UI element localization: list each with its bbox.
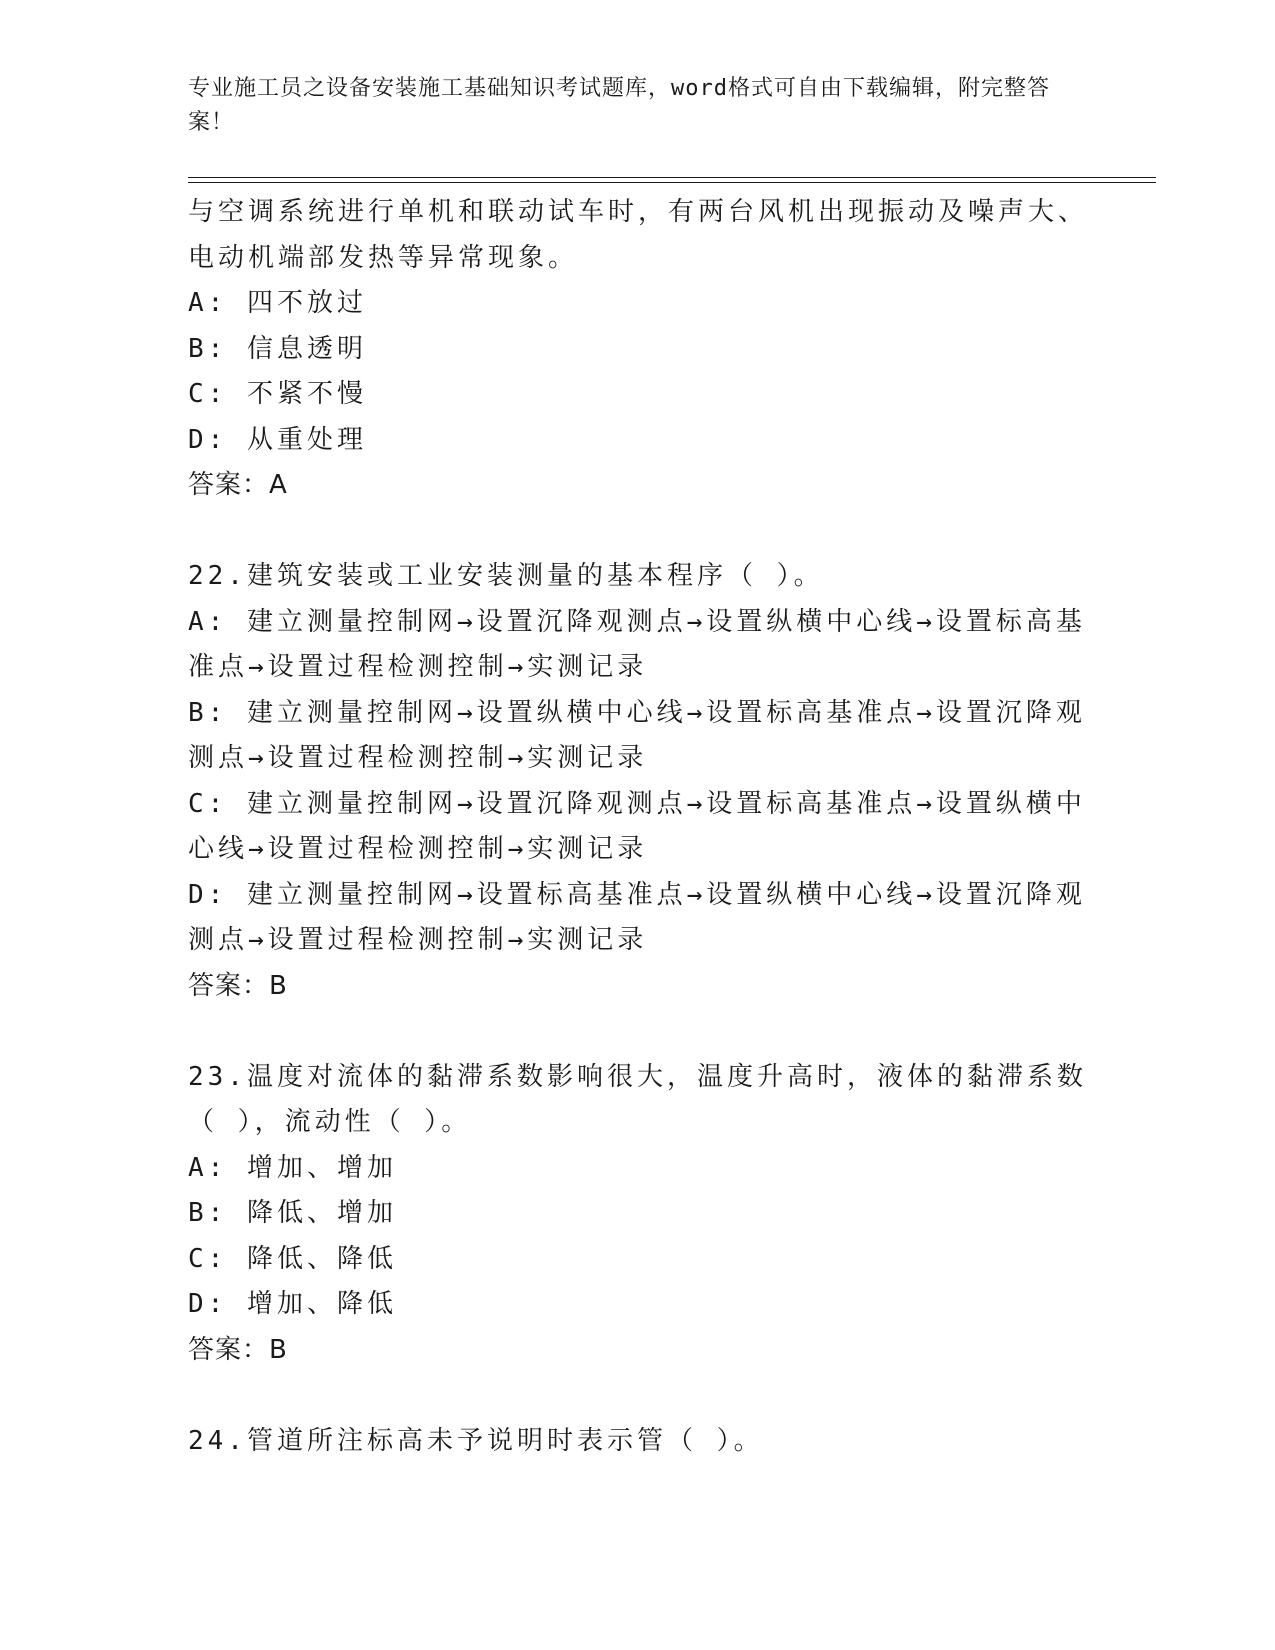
option-d: D: 从重处理: [188, 424, 367, 455]
question-text-line: 与空调系统进行单机和联动试车时，有两台风机出现振动及噪声大、: [188, 197, 1089, 227]
spacer: [188, 1373, 1088, 1419]
option-c: C: 不紧不慢: [188, 379, 367, 409]
answer-text: 答案：A: [188, 470, 288, 500]
document-body: [188, 190, 1088, 1464]
header-rule-top: [188, 177, 1156, 178]
document-title: 专业施工员之设备安装施工基础知识考试题库，word格式可自由下载编辑，附完整答案！: [188, 76, 1050, 135]
spacer: [188, 509, 1088, 555]
answer-text: 答案：B: [188, 970, 288, 1001]
question-text-line: 电动机端部发热等异常现象。: [188, 242, 579, 273]
question-text: 22.建筑安装或工业安装测量的基本程序（ ）。: [188, 561, 824, 591]
question-block-24: [188, 1419, 1088, 1465]
answer-text: 答案：B: [188, 1334, 288, 1365]
option-b: B: 降低、增加: [188, 1198, 397, 1228]
question-block-21: [188, 190, 1088, 509]
option-b: B: 信息透明: [188, 333, 367, 364]
question-text: 24.管道所注标高未予说明时表示管（ ）。: [188, 1425, 764, 1456]
option-d: D: 增加、降低: [188, 1289, 397, 1319]
question-block-22: [188, 554, 1088, 1009]
question-text: 23.温度对流体的黏滞系数影响很大，温度升高时，液体的黏滞系数（ ），流动性（ ）。: [188, 1061, 1087, 1137]
option-a: A: 增加、增加: [188, 1152, 397, 1183]
option-a: A: 建立测量控制网→设置沉降观测点→设置纵横中心线→设置标高基准点→设置过程检测控制→实测记录: [188, 606, 1086, 682]
option-b: B: 建立测量控制网→设置纵横中心线→设置标高基准点→设置沉降观测点→设置过程检测控制→实测记录: [188, 697, 1086, 773]
option-d: D: 建立测量控制网→设置标高基准点→设置纵横中心线→设置沉降观测点→设置过程检测控制→实测记录: [188, 879, 1086, 955]
spacer: [188, 1009, 1088, 1055]
option-a: A: 四不放过: [188, 288, 367, 318]
document-header: [188, 72, 1068, 140]
question-block-23: [188, 1055, 1088, 1374]
option-c: C: 建立测量控制网→设置沉降观测点→设置标高基准点→设置纵横中心线→设置过程检测控制→实测记录: [188, 788, 1086, 864]
option-c: C: 降低、降低: [188, 1243, 397, 1274]
header-rule-bottom: [188, 182, 1156, 183]
